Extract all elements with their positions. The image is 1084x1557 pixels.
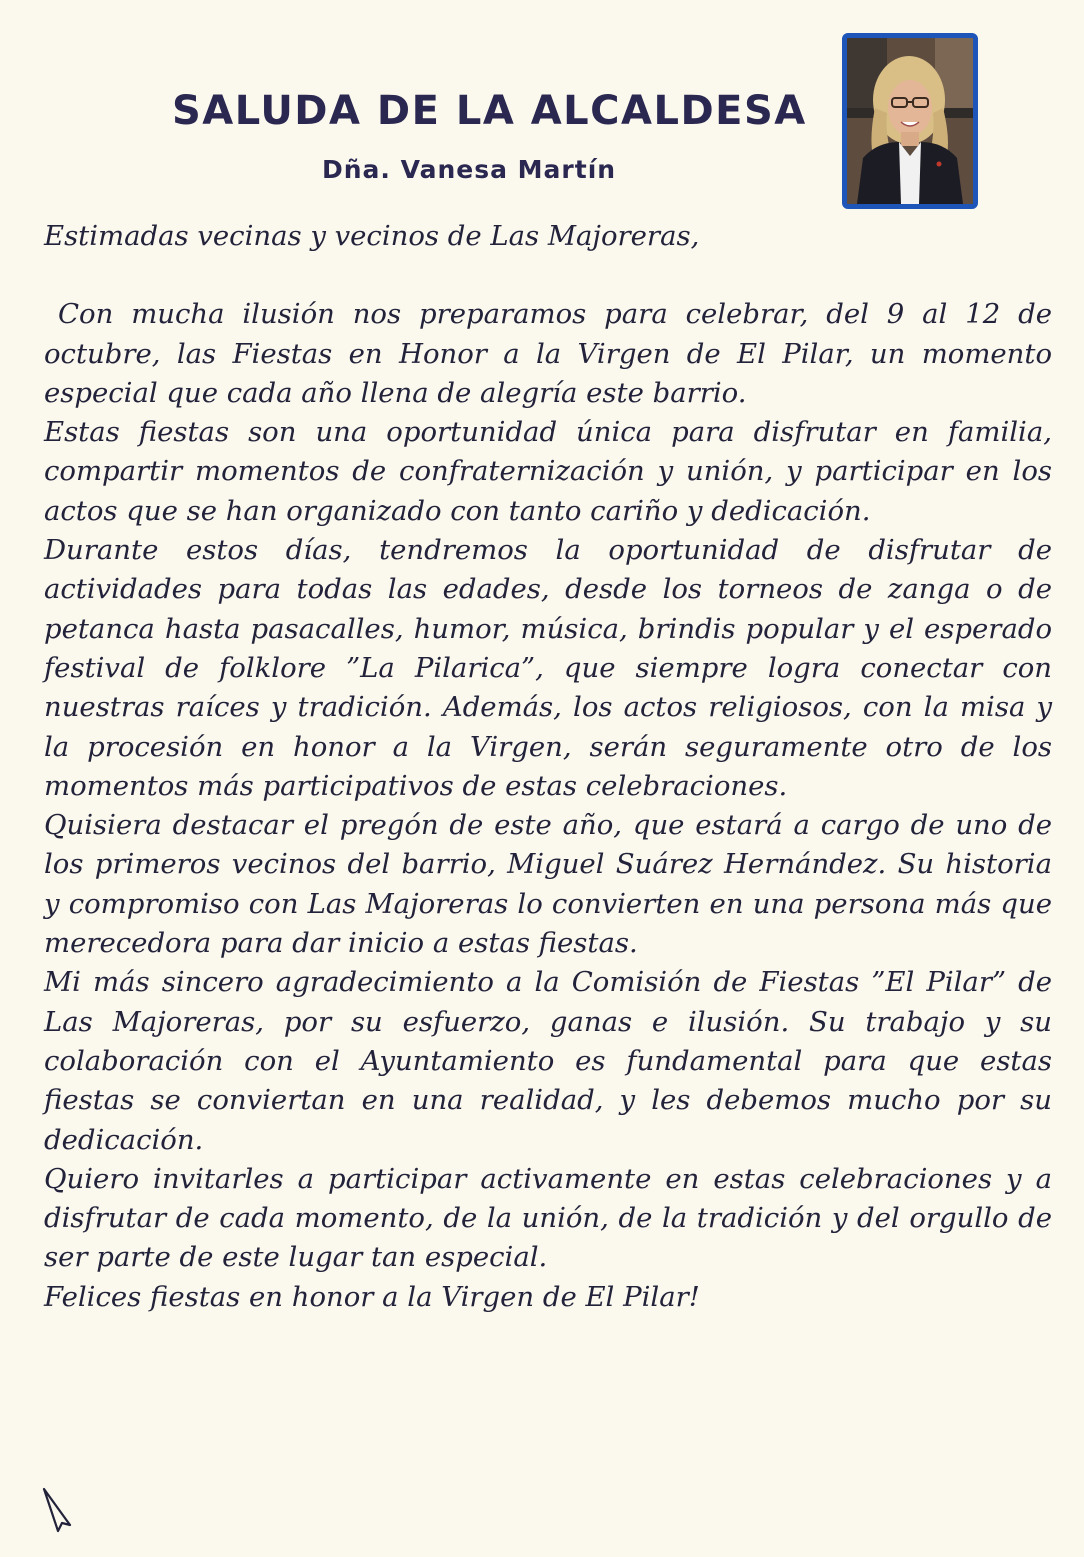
page-title: SALUDA DE LA ALCALDESA bbox=[172, 88, 807, 134]
portrait-photo bbox=[842, 33, 978, 209]
letter-paragraph: Quisiera destacar el pregón de este año, que estará a cargo de uno de los primeros vecinos del barrio, Miguel Suárez Hernández. Su historia y compromiso con Las Majoreras lo convierten en una persona más que merecedora para dar inicio a estas fiestas. bbox=[44, 809, 1052, 960]
portrait-photo-icon bbox=[847, 38, 973, 204]
letter-closing: Felices fiestas en honor a la Virgen de El Pilar! bbox=[44, 1280, 700, 1313]
letter-paragraph: Mi más sincero agradecimiento a la Comisión de Fiestas ”El Pilar” de Las Majoreras, por su esfuerzo, ganas e ilusión. Su trabajo y su colaboración con el Ayuntamiento es fundamental para que estas fiestas se conviertan en una realidad, y les debemos mucho por su dedicación. bbox=[44, 966, 1052, 1156]
letter-paragraph: Estas fiestas son una oportunidad única para disfrutar en familia, compartir momentos de confraternización y unión, y participar en los actos que se han organizado con tanto cariño y dedicación. bbox=[44, 416, 1052, 527]
letter-paragraph: Quiero invitarles a participar activamente en estas celebraciones y a disfrutar de cada momento, de la unión, de la tradición y del orgullo de ser parte de este lugar tan especial. bbox=[44, 1162, 1052, 1274]
letter-paragraph: Durante estos días, tendremos la oportunidad de disfrutar de actividades para todas las edades, desde los torneos de zanga o de petanca hasta pasacalles, humor, música, brindis popular y el esperado festival de folklore ”La Pilarica”, que siempre logra conectar con nuestras raíces y tradición. Además, los actos religiosos, con la misa y la procesión en honor a la Virgen, serán seguramente otro de los momentos más participativos de estas celebraciones. bbox=[44, 534, 1052, 802]
author-name: Dña. Vanesa Martín bbox=[322, 155, 617, 184]
letter-greeting: Estimadas vecinas y vecinos de Las Majoreras, bbox=[44, 220, 700, 252]
letter-paragraph: Con mucha ilusión nos preparamos para celebrar, del 9 al 12 de octubre, las Fiestas en Honor a la Virgen de El Pilar, un momento especial que cada año llena de alegría este barrio. bbox=[44, 298, 1052, 409]
letter-body bbox=[44, 217, 1052, 1317]
pen-cursor-icon bbox=[40, 1485, 80, 1535]
